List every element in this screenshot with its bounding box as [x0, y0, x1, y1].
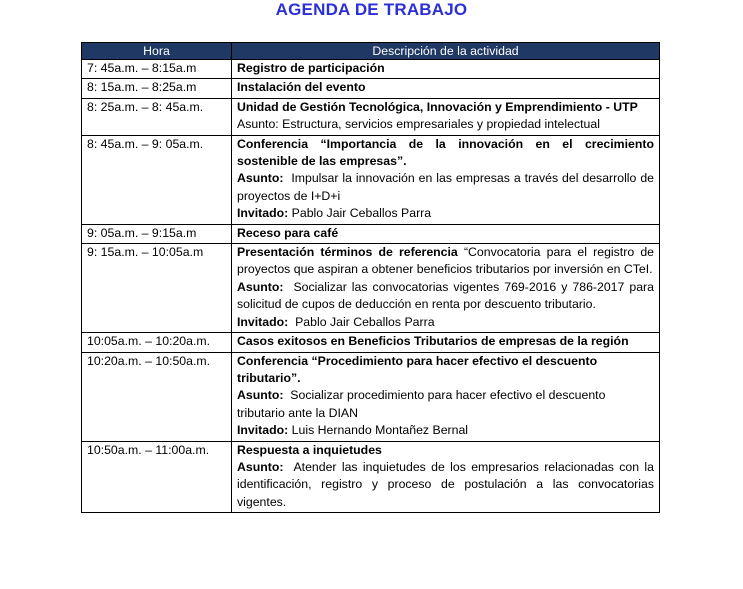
subject-text: Socializar procedimiento para hacer efectivo el descuento tributario ante la DIAN	[237, 388, 606, 420]
activity-title: Respuesta a inquietudes	[237, 442, 382, 457]
table-row	[82, 135, 660, 224]
activity-title: Instalación del evento	[237, 80, 366, 95]
table-row	[82, 98, 660, 135]
activity-title: Conferencia “Importancia de la innovación en el crecimiento sostenible de las empresas”.	[237, 136, 654, 169]
subject-text: Impulsar la innovación en las empresas a través del desarrollo de proyectos de I+D+i	[237, 171, 654, 203]
guest-label: Invitado:	[237, 206, 289, 221]
time-cell: 8: 45a.m. – 9: 05a.m.	[82, 135, 232, 224]
description-cell	[232, 441, 660, 513]
subject-label: Asunto:	[237, 388, 284, 403]
description-cell	[232, 224, 660, 243]
guest-label: Invitado:	[237, 314, 289, 329]
description-cell	[232, 98, 660, 135]
column-header-hora: Hora	[82, 43, 232, 60]
activity-subject	[237, 279, 654, 314]
activity-subject	[237, 170, 654, 205]
activity-title-rest: “Convocatoria para el registro de proyectos que aspiran a obtener beneficios tributarios por inversión en CTeI.	[237, 245, 654, 277]
activity-title: Unidad de Gestión Tecnológica, Innovación y Emprendimiento - UTP	[237, 99, 638, 114]
guest-name: Luis Hernando Montañez Bernal	[291, 423, 469, 438]
agenda-table	[81, 42, 660, 513]
time-cell: 10:05a.m. – 10:20a.m.	[82, 333, 232, 352]
activity-guest	[237, 422, 654, 439]
guest-name: Pablo Jair Ceballos Parra	[295, 314, 435, 329]
activity-title: Presentación términos de referencia	[237, 245, 458, 260]
activity-guest	[237, 314, 654, 331]
time-cell: 8: 15a.m. – 8:25a.m	[82, 79, 232, 98]
activity-title-line	[237, 244, 654, 279]
subject-label: Asunto:	[237, 459, 284, 474]
subject-text: Atender las inquietudes de los empresarios relacionadas con la identificación, registro y proceso de postulación a las convocatorias vigentes.	[237, 459, 655, 509]
document-title: AGENDA DE TRABAJO	[275, 0, 468, 19]
table-row	[82, 79, 660, 98]
table-row	[82, 333, 660, 352]
description-cell	[232, 352, 660, 441]
guest-label: Invitado:	[237, 423, 289, 438]
description-cell	[232, 79, 660, 98]
time-cell: 7: 45a.m. – 8:15a.m	[82, 60, 232, 79]
table-row	[82, 60, 660, 79]
activity-subject: Asunto: Estructura, servicios empresariales y propiedad intelectual	[237, 117, 600, 132]
header-row	[82, 43, 660, 60]
table-row	[82, 441, 660, 513]
description-cell	[232, 333, 660, 352]
time-cell: 9: 15a.m. – 10:05a.m	[82, 244, 232, 333]
table-row	[82, 244, 660, 333]
guest-name: Pablo Jair Ceballos Parra	[291, 206, 432, 221]
subject-label: Asunto:	[237, 171, 284, 186]
column-header-descripcion: Descripción de la actividad	[232, 43, 660, 60]
description-cell	[232, 135, 660, 224]
time-cell: 10:50a.m. – 11:00a.m.	[82, 441, 232, 513]
activity-guest	[237, 205, 654, 222]
description-cell	[232, 60, 660, 79]
subject-text: Socializar las convocatorias vigentes 769-2016 y 786-2017 para solicitud de cupos de deducción en renta por descuento tributario.	[237, 279, 654, 312]
time-cell: 9: 05a.m. – 9:15a.m	[82, 224, 232, 243]
time-cell: 8: 25a.m. – 8: 45a.m.	[82, 98, 232, 135]
subject-label: Asunto:	[237, 279, 284, 294]
table-row	[82, 224, 660, 243]
activity-title: Conferencia “Procedimiento para hacer efectivo el descuento tributario”.	[237, 353, 598, 385]
time-cell: 10:20a.m. – 10:50a.m.	[82, 352, 232, 441]
activity-subject	[237, 387, 654, 422]
activity-title: Receso para café	[237, 225, 339, 240]
table-row	[82, 352, 660, 441]
description-cell	[232, 244, 660, 333]
activity-title: Casos exitosos en Beneficios Tributarios de empresas de la región	[237, 334, 629, 349]
activity-title: Registro de participación	[237, 61, 385, 75]
activity-subject	[237, 459, 654, 511]
agenda-table-header	[82, 43, 660, 60]
